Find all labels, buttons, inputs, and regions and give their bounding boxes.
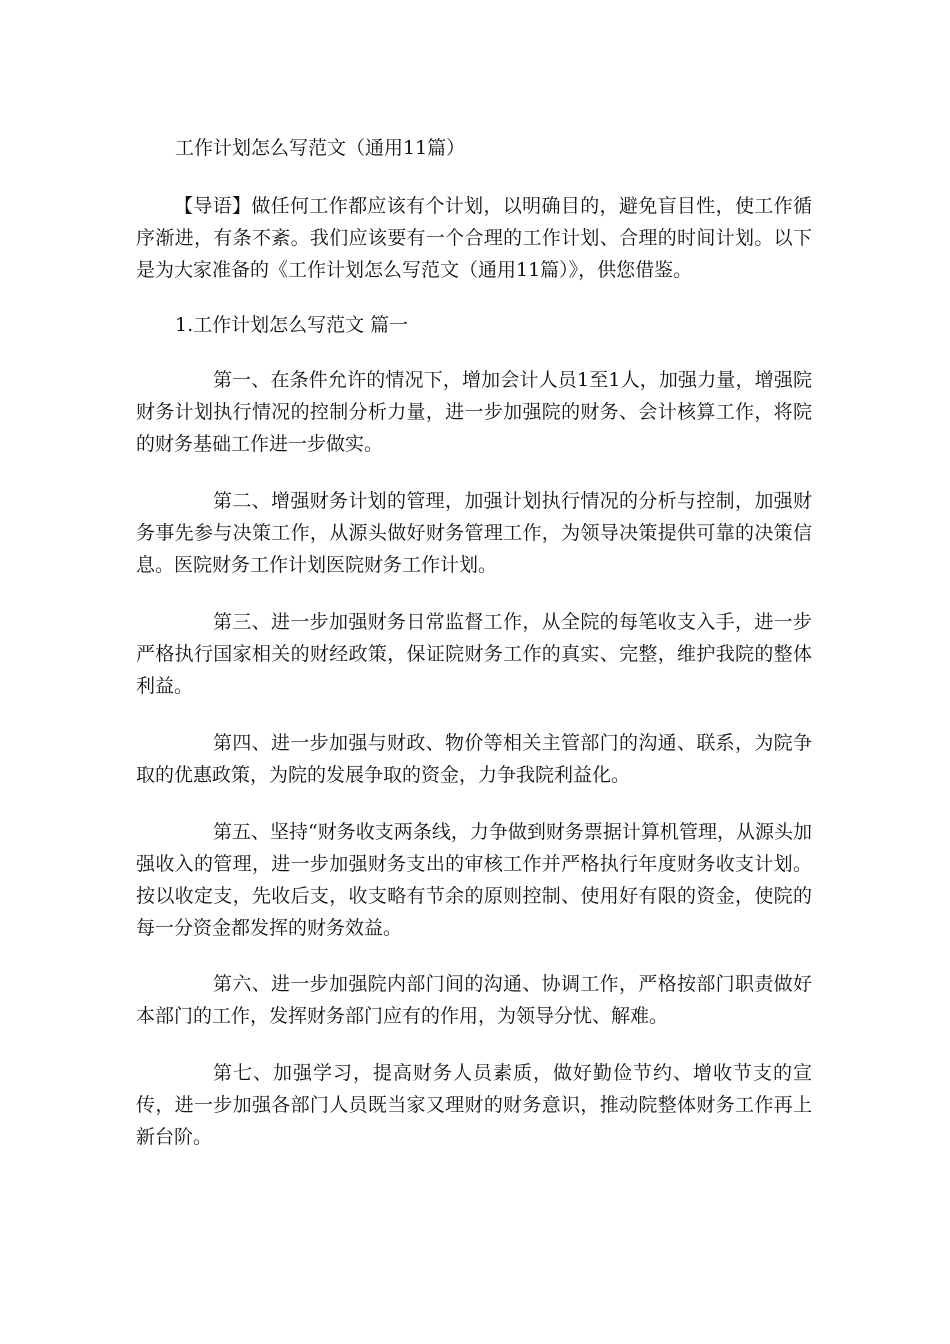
intro-paragraph: 【导语】做任何工作都应该有个计划，以明确目的，避免盲目性，使工作循序渐进，有条不紊。我们应该要有一个合理的工作计划、合理的时间计划。以下是为大家准备的《工作计划怎么写范文（通用11篇）》，供您借鉴。: [136, 195, 812, 281]
paragraph-7: 第七、加强学习，提高财务人员素质，做好勤俭节约、增收节支的宣传，进一步加强各部门人员既当家又理财的财务意识，推动院整体财务工作再上新台阶。: [136, 1062, 812, 1148]
section-heading: 1.工作计划怎么写范文 篇一: [175, 314, 409, 336]
paragraph-6: 第六、进一步加强院内部门间的沟通、协调工作，严格按部门职责做好本部门的工作，发挥财务部门应有的作用，为领导分忧、解难。: [136, 973, 812, 1027]
document-title: 工作计划怎么写范文（通用11篇）: [175, 137, 466, 159]
paragraph-1: 第一、在条件允许的情况下，增加会计人员1至1人，加强力量，增强院财务计划执行情况的控制分析力量，进一步加强院的财务、会计核算工作，将院的财务基础工作进一步做实。: [136, 369, 812, 455]
paragraph-3: 第三、进一步加强财务日常监督工作，从全院的每笔收支入手，进一步严格执行国家相关的财经政策，保证院财务工作的真实、完整，维护我院的整体利益。: [136, 611, 812, 697]
paragraph-4: 第四、进一步加强与财政、物价等相关主管部门的沟通、联系，为院争取的优惠政策，为院的发展争取的资金，力争我院利益化。: [136, 732, 812, 786]
paragraph-5: 第五、坚持“财务收支两条线，力争做到财务票据计算机管理，从源头加强收入的管理，进一步加强财务支出的审核工作并严格执行年度财务收支计划。按以收定支，先收后支，收支略有节余的原则控制、使用好有限的资金，使院的每一分资金都发挥的财务效益。: [136, 821, 812, 939]
paragraph-2: 第二、增强财务计划的管理，加强计划执行情况的分析与控制，加强财务事先参与决策工作，从源头做好财务管理工作，为领导决策提供可靠的决策信息。医院财务工作计划医院财务工作计划。: [136, 490, 812, 576]
